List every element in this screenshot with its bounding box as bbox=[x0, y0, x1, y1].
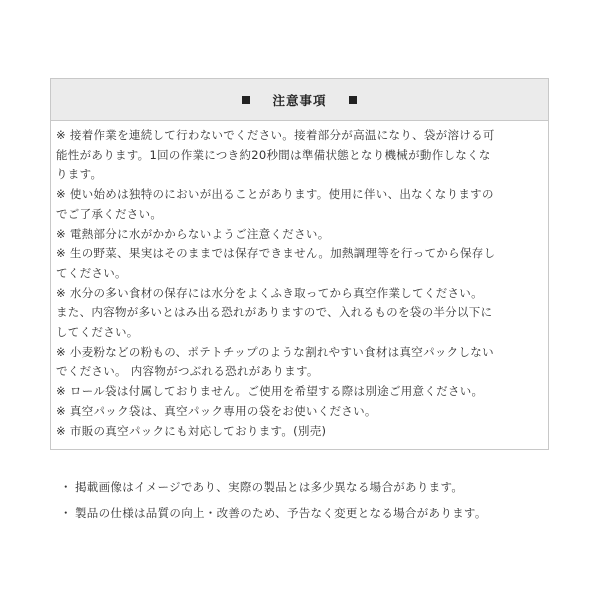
footnote-item bbox=[60, 500, 580, 526]
footnotes bbox=[60, 474, 580, 526]
notice-body bbox=[51, 121, 548, 441]
notice-box bbox=[50, 78, 549, 450]
bullet-icon: ・ bbox=[60, 506, 72, 520]
notice-header bbox=[51, 79, 548, 121]
notice-line: ※ 真空パック袋は、真空パック専用の袋をお使いください。 bbox=[56, 403, 377, 418]
notice-line: ります。 bbox=[56, 167, 103, 182]
notice-line: ※ 接着作業を連続して行わないでください。接着部分が高温になり、袋が溶ける可 bbox=[56, 128, 495, 142]
square-bullet-icon bbox=[349, 96, 357, 104]
notice-line: ※ 市販の真空パックにも対応しております。(別売) bbox=[56, 423, 327, 438]
bullet-icon: ・ bbox=[60, 480, 72, 494]
notice-line: でください。 内容物がつぶれる恐れがあります。 bbox=[56, 364, 319, 379]
notice-line: ※ 小麦粉などの粉もの、ポテトチップのような割れやすい食材は真空パックしない bbox=[56, 344, 494, 359]
notice-line: ※ 電熱部分に水がかからないようご注意ください。 bbox=[56, 226, 330, 241]
notice-line: ※ ロール袋は付属しておりません。ご使用を希望する際は別途ご用意ください。 bbox=[56, 384, 484, 399]
notice-line: ※ 水分の多い食材の保存には水分をよくふき取ってから真空作業してください。 bbox=[56, 285, 483, 300]
notice-line: また、内容物が多いとはみ出る恐れがありますので、入れるものを袋の半分以下に bbox=[56, 305, 493, 320]
footnote-text: 掲載画像はイメージであり、実際の製品とは多少異なる場合があります。 bbox=[75, 480, 464, 494]
notice-line: してください。 bbox=[56, 325, 139, 340]
notice-line: てください。 bbox=[56, 265, 127, 280]
footnote-text: 製品の仕様は品質の向上・改善のため、予告なく変更となる場合があります。 bbox=[75, 506, 487, 520]
footnote-item bbox=[60, 474, 580, 500]
square-bullet-icon bbox=[242, 96, 250, 104]
notice-line: ※ 生の野菜、果実はそのままでは保存できません。加熱調理等を行ってから保存し bbox=[56, 246, 496, 261]
notice-line: 能性があります。1回の作業につき約20秒間は準備状態となり機械が動作しなくな bbox=[56, 147, 491, 162]
notice-line: ※ 使い始めは独特のにおいが出ることがあります。使用に伴い、出なくなりますの bbox=[56, 187, 494, 202]
notice-title: 注意事項 bbox=[272, 92, 327, 108]
notice-line: でご了承ください。 bbox=[56, 206, 163, 221]
